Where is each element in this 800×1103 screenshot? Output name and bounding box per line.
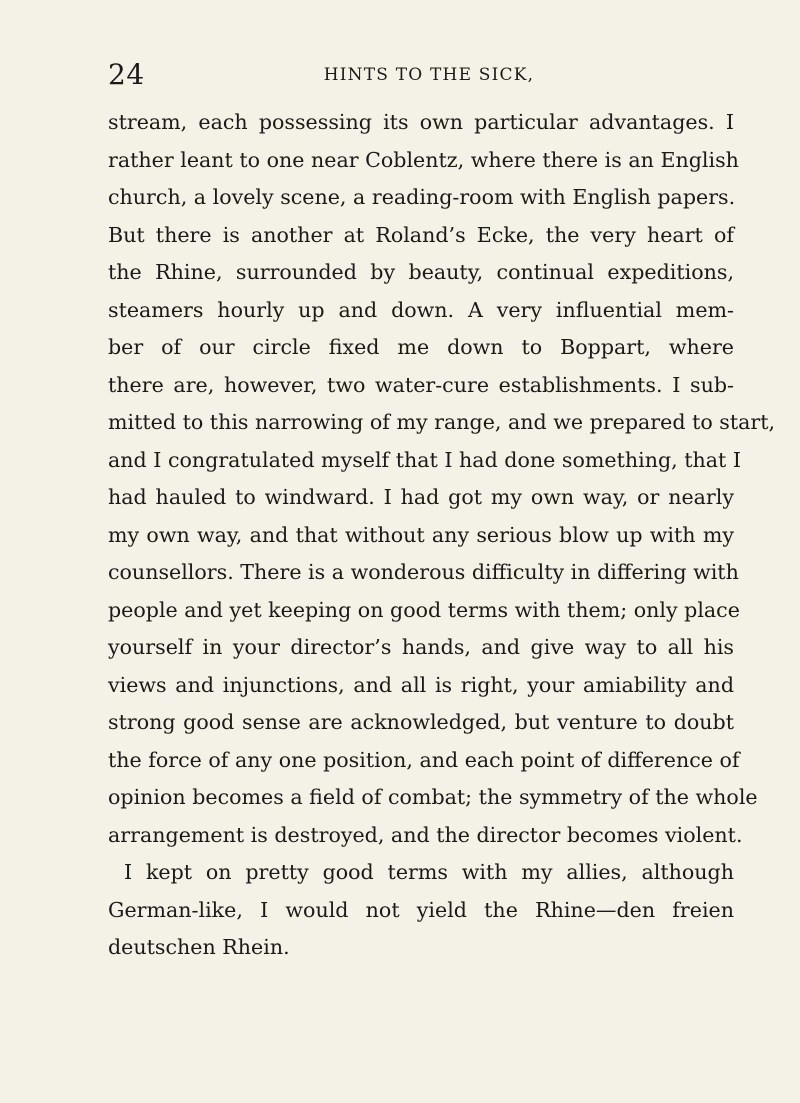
text-line: deutschen Rhein. [108,935,290,959]
page-number: 24 [108,58,145,91]
text-line: views and injunctions, and all is right, your amiability and [108,672,734,697]
text-line: mitted to this narrowing of my range, and we prepared to start, [108,410,776,434]
text-line: ber of our circle fixed me down to Boppart, where [108,335,734,359]
running-title: HINTS TO THE SICK, [323,65,535,85]
text-line: stream, each possessing its own particular advantages. I [108,110,734,134]
text-line: and I congratulated myself that I had done something, that I [108,447,742,472]
text-line: But there is another at Roland’s Ecke, the very heart of [108,222,734,247]
text-line: the Rhine, surrounded by beauty, continual expeditions, [108,260,734,284]
text-line: my own way, and that without any serious blow up with my [108,522,734,547]
text-line: there are, however, two water-cure establishments. I sub- [108,372,734,397]
text-line: arrangement is destroyed, and the director becomes violent. [108,822,743,847]
text-line: people and yet keeping on good terms with them; only place [108,597,740,622]
text-line: German-like, I would not yield the Rhine—den freien [108,897,734,922]
running-head [108,58,736,92]
text-line: church, a lovely scene, a reading-room with English papers. [108,185,736,209]
text-line: counsellors. There is a wonderous difficulty in differing with [108,560,739,584]
text-line: yourself in your director’s hands, and give way to all his [108,635,734,659]
text-line: opinion becomes a field of combat; the symmetry of the whole [108,785,758,809]
body-text [108,104,776,967]
text-line: rather leant to one near Coblentz, where there is an English [108,147,739,172]
text-line: had hauled to windward. I had got my own way, or nearly [108,485,734,509]
text-line: I kept on pretty good terms with my allies, although [124,860,734,884]
text-line: steamers hourly up and down. A very influential mem- [108,297,734,322]
text-line: the force of any one position, and each point of difference of [108,747,740,772]
text-line: strong good sense are acknowledged, but venture to doubt [108,710,734,734]
